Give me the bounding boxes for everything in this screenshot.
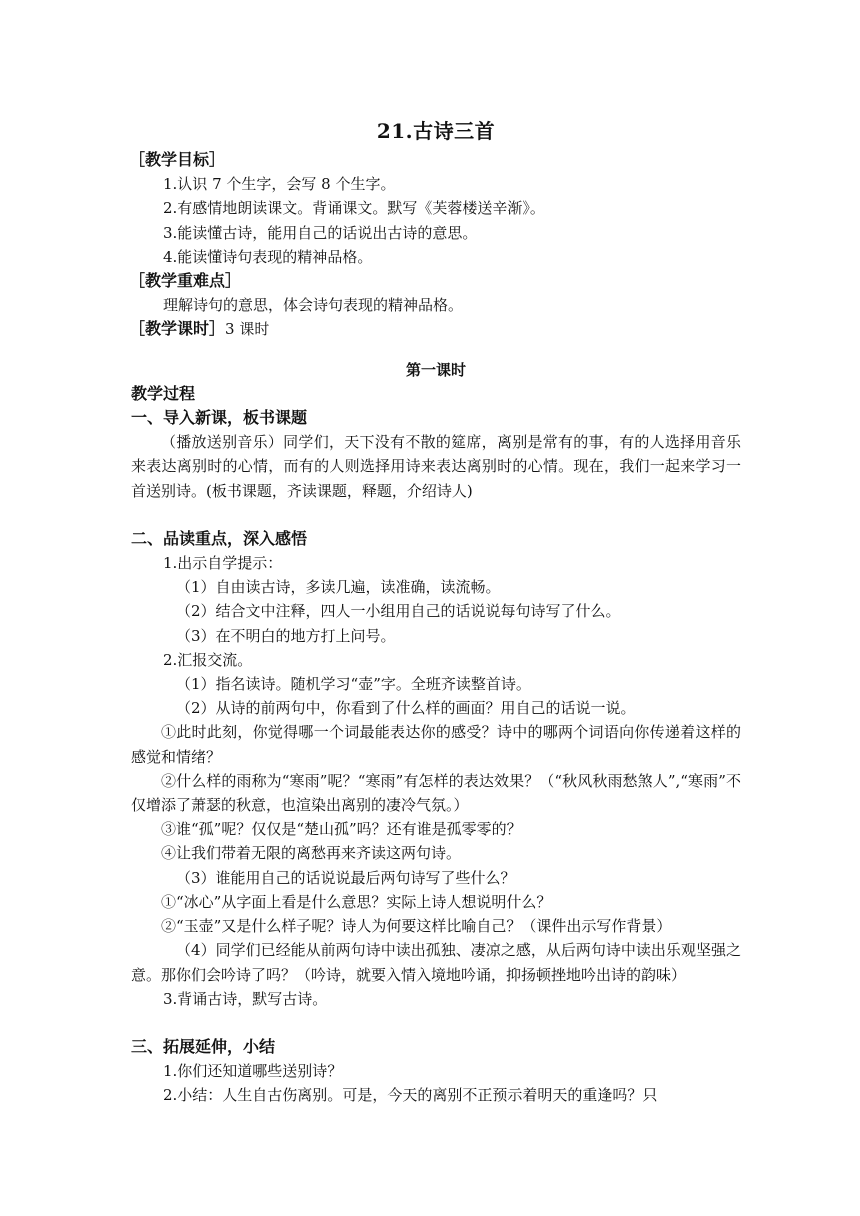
difficulty-text: 理解诗句的意思，体会诗句表现的精神品格。: [163, 296, 464, 315]
spacer: [131, 503, 741, 527]
hours-line: [129, 317, 741, 341]
step3: 3.背诵古诗，默写古诗。: [163, 989, 328, 1008]
part3-item: 2.小结：人生自古伤离别。可是，今天的离别不正预示着明天的重逢吗？只: [163, 1086, 658, 1105]
step2-sub-item: ④让我们带着无限的离愁再来齐读这两句诗。: [161, 844, 462, 863]
objectives-heading: ［教学目标］: [129, 150, 226, 169]
part1-text: （播放送别音乐）同学们，天下没有不散的筵席，离别是常有的事，有的人选择用音乐来表达离别时的心情，而有的人则选择用诗来表达离别时的心情。现在，我们一起来学习一首送别诗。(板书课题，齐读课题，释题，介绍诗人): [131, 433, 741, 500]
objective-item: 2.有感情地朗读课文。背诵课文。默写《芙蓉楼送辛渐》。: [163, 199, 545, 218]
step2-item: （1）指名读诗。随机学习“壶”字。全班齐读整首诗。: [176, 675, 531, 694]
part3-heading: 三、拓展延伸，小结: [131, 1036, 276, 1056]
step2: 2.汇报交流。: [163, 650, 253, 669]
step1: 1.出示自学提示：: [163, 554, 283, 573]
step2-sub-item: ①此时此刻，你觉得哪一个词最能表达你的感受？诗中的哪两个词语向你传递着这样的感觉和情绪？: [131, 723, 741, 766]
hours-text: 3 课时: [225, 320, 270, 339]
step2-sub-item: ②什么样的雨称为“寒雨”呢？“寒雨”有怎样的表达效果？（“秋风秋雨愁煞人”,“寒雨”不仅增添了萧瑟的秋意，也渲染出离别的凄冷气氛。）: [131, 771, 741, 815]
part3-item: 1.你们还知道哪些送别诗？: [163, 1062, 343, 1081]
step2-item: （4）同学们已经能从前两句诗中读出孤独、凄凉之感，从后两句诗中读出乐观坚强之意。那你们会吟诗了吗？（吟诗，就要入情入境地吟诵，抑扬顿挫地吟出诗的韵味）: [131, 941, 741, 984]
difficulty-heading: ［教学重难点］: [129, 271, 242, 291]
objective-item: 1.认识 7 个生字，会写 8 个生字。: [163, 175, 396, 194]
step1-item: （2）结合文中注释，四人一小组用自己的话说说每句诗写了什么。: [176, 602, 621, 621]
step2-sub-item: ①“冰心”从字面上看是什么意思？实际上诗人想说明什么？: [161, 892, 552, 911]
objective-item: 4.能读懂诗句表现的精神品格。: [163, 247, 373, 266]
hours-heading: ［教学课时］: [129, 319, 226, 339]
step1-item: （3）在不明白的地方打上问号。: [176, 626, 396, 645]
objective-item: 3.能读懂古诗，能用自己的话说出古诗的意思。: [163, 223, 478, 242]
part2-heading: 二、品读重点，深入感悟: [131, 528, 308, 548]
page-title: 21.古诗三首: [376, 119, 496, 143]
step2-sub-item: ②“玉壶”又是什么样子呢？诗人为何要这样比喻自己？（课件出示写作背景）: [161, 917, 672, 936]
spacer: [131, 1011, 741, 1035]
step2-item: （2）从诗的前两句中，你看到了什么样的画面？用自己的话说一说。: [176, 699, 636, 718]
step2-item: （3）谁能用自己的话说说最后两句诗写了些什么？: [176, 868, 516, 887]
process-heading: 教学过程: [131, 383, 196, 403]
step1-item: （1）自由读古诗，多读几遍，读准确，读流畅。: [176, 578, 501, 597]
document-content: [131, 116, 741, 1108]
part1-heading: 一、导入新课，板书课题: [131, 408, 308, 428]
step2-sub-item: ③谁“孤”呢？仅仅是“楚山孤”吗？还有谁是孤零零的？: [161, 820, 522, 839]
lesson-title: 第一课时: [405, 360, 466, 379]
